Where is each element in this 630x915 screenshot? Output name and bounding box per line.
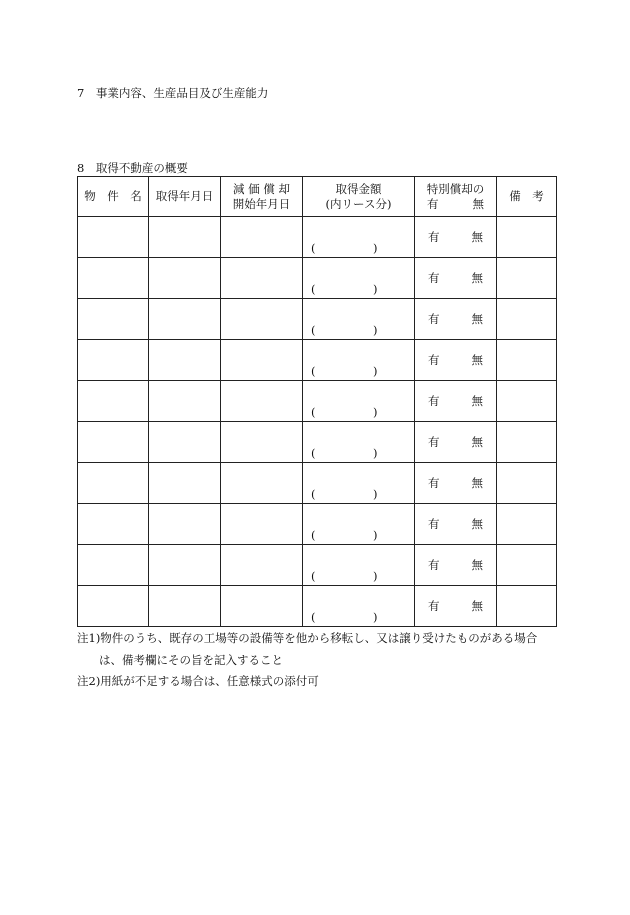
header-property-name: 物 件 名 [78,177,149,217]
option-no[interactable]: 無 [471,312,483,326]
cell-property-name[interactable] [78,299,149,340]
cell-acquired-date[interactable] [149,258,221,299]
cell-depreciation-start[interactable] [221,217,303,258]
option-no[interactable]: 無 [471,476,483,490]
cell-acquired-date[interactable] [149,340,221,381]
note-1-line-2: は、備考欄にその旨を記入すること [99,653,283,667]
cell-depreciation-start[interactable] [221,422,303,463]
paren-close: ) [373,487,378,501]
cell-property-name[interactable] [78,381,149,422]
header-special-yes: 有 [427,196,439,211]
option-yes[interactable]: 有 [428,394,440,408]
cell-acquisition-amount[interactable] [303,586,415,627]
paren-close: ) [373,282,378,296]
section-7-title: 7 事業内容、生産品目及び生産能力 [77,86,269,100]
cell-depreciation-start[interactable] [221,299,303,340]
cell-depreciation-start[interactable] [221,381,303,422]
cell-acquired-date[interactable] [149,381,221,422]
option-no[interactable]: 無 [471,394,483,408]
option-yes[interactable]: 有 [428,271,440,285]
paren-close: ) [373,323,378,337]
header-amount-line1: 取得金額 [335,181,382,196]
cell-acquired-date[interactable] [149,504,221,545]
note-1-line-1: 注1)物件のうち、既存の工場等の設備等を他から移転し、又は譲り受けたものがある場合 [77,631,538,645]
table-row [78,504,557,545]
option-no[interactable]: 無 [471,599,483,613]
header-acquired-date: 取得年月日 [149,177,221,217]
cell-acquired-date[interactable] [149,545,221,586]
cell-special-depreciation[interactable] [415,340,497,381]
cell-property-name[interactable] [78,545,149,586]
option-no[interactable]: 無 [471,271,483,285]
cell-depreciation-start[interactable] [221,258,303,299]
acquired-property-table [77,176,557,627]
table-row [78,217,557,258]
option-no[interactable]: 無 [471,353,483,367]
paren-close: ) [373,241,378,255]
header-special-depreciation [415,177,497,217]
cell-acquisition-amount[interactable] [303,545,415,586]
cell-property-name[interactable] [78,586,149,627]
option-yes[interactable]: 有 [428,599,440,613]
table-header-row [78,177,557,217]
cell-acquired-date[interactable] [149,463,221,504]
cell-special-depreciation[interactable] [415,217,497,258]
cell-acquisition-amount[interactable] [303,381,415,422]
paren-open: ( [311,610,316,624]
header-amount-line2: (内リース分) [325,196,392,211]
cell-property-name[interactable] [78,258,149,299]
cell-special-depreciation[interactable] [415,504,497,545]
cell-remarks[interactable] [497,586,557,627]
cell-acquisition-amount[interactable] [303,504,415,545]
option-yes[interactable]: 有 [428,558,440,572]
option-no[interactable]: 無 [471,230,483,244]
cell-depreciation-start[interactable] [221,545,303,586]
cell-acquisition-amount[interactable] [303,217,415,258]
option-no[interactable]: 無 [471,558,483,572]
paren-close: ) [373,610,378,624]
header-special-no: 無 [472,196,484,211]
cell-acquired-date[interactable] [149,217,221,258]
paren-close: ) [373,528,378,542]
header-special-line1: 特別償却の [426,181,485,196]
option-yes[interactable]: 有 [428,230,440,244]
cell-property-name[interactable] [78,340,149,381]
paren-open: ( [311,569,316,583]
table-row [78,340,557,381]
header-depreciation-line2: 開始年月日 [232,196,291,211]
cell-remarks[interactable] [497,299,557,340]
paren-close: ) [373,405,378,419]
table-row [78,299,557,340]
option-yes[interactable]: 有 [428,517,440,531]
cell-property-name[interactable] [78,422,149,463]
paren-open: ( [311,446,316,460]
paren-open: ( [311,528,316,542]
cell-acquisition-amount[interactable] [303,340,415,381]
cell-depreciation-start[interactable] [221,504,303,545]
cell-remarks[interactable] [497,340,557,381]
table-row [78,381,557,422]
note-2: 注2)用紙が不足する場合は、任意様式の添付可 [77,674,319,688]
cell-special-depreciation[interactable] [415,299,497,340]
option-no[interactable]: 無 [471,517,483,531]
table-row [78,422,557,463]
cell-property-name[interactable] [78,504,149,545]
cell-special-depreciation[interactable] [415,545,497,586]
cell-remarks[interactable] [497,381,557,422]
cell-depreciation-start[interactable] [221,586,303,627]
header-depreciation-start [221,177,303,217]
cell-special-depreciation[interactable] [415,258,497,299]
cell-acquisition-amount[interactable] [303,463,415,504]
cell-remarks[interactable] [497,545,557,586]
header-depreciation-line1: 減 価 償 却 [233,181,290,196]
option-no[interactable]: 無 [471,435,483,449]
paren-close: ) [373,446,378,460]
header-remarks: 備 考 [497,177,557,217]
cell-special-depreciation[interactable] [415,463,497,504]
cell-remarks[interactable] [497,422,557,463]
header-acquisition-amount [303,177,415,217]
table-row [78,463,557,504]
cell-remarks[interactable] [497,463,557,504]
table-row [78,545,557,586]
cell-depreciation-start[interactable] [221,463,303,504]
paren-open: ( [311,241,316,255]
paren-close: ) [373,569,378,583]
paren-open: ( [311,282,316,296]
cell-special-depreciation[interactable] [415,586,497,627]
cell-remarks[interactable] [497,217,557,258]
cell-remarks[interactable] [497,504,557,545]
paren-open: ( [311,323,316,337]
cell-property-name[interactable] [78,217,149,258]
cell-property-name[interactable] [78,463,149,504]
cell-remarks[interactable] [497,258,557,299]
cell-acquired-date[interactable] [149,299,221,340]
cell-acquisition-amount[interactable] [303,422,415,463]
section-8-title: 8 取得不動産の概要 [77,161,188,175]
paren-open: ( [311,405,316,419]
option-yes[interactable]: 有 [428,312,440,326]
table-row [78,258,557,299]
cell-acquired-date[interactable] [149,586,221,627]
cell-depreciation-start[interactable] [221,340,303,381]
table-row [78,586,557,627]
cell-acquired-date[interactable] [149,422,221,463]
paren-open: ( [311,364,316,378]
cell-acquisition-amount[interactable] [303,258,415,299]
option-yes[interactable]: 有 [428,476,440,490]
paren-close: ) [373,364,378,378]
paren-open: ( [311,487,316,501]
cell-acquisition-amount[interactable] [303,299,415,340]
option-yes[interactable]: 有 [428,435,440,449]
option-yes[interactable]: 有 [428,353,440,367]
cell-special-depreciation[interactable] [415,381,497,422]
cell-special-depreciation[interactable] [415,422,497,463]
